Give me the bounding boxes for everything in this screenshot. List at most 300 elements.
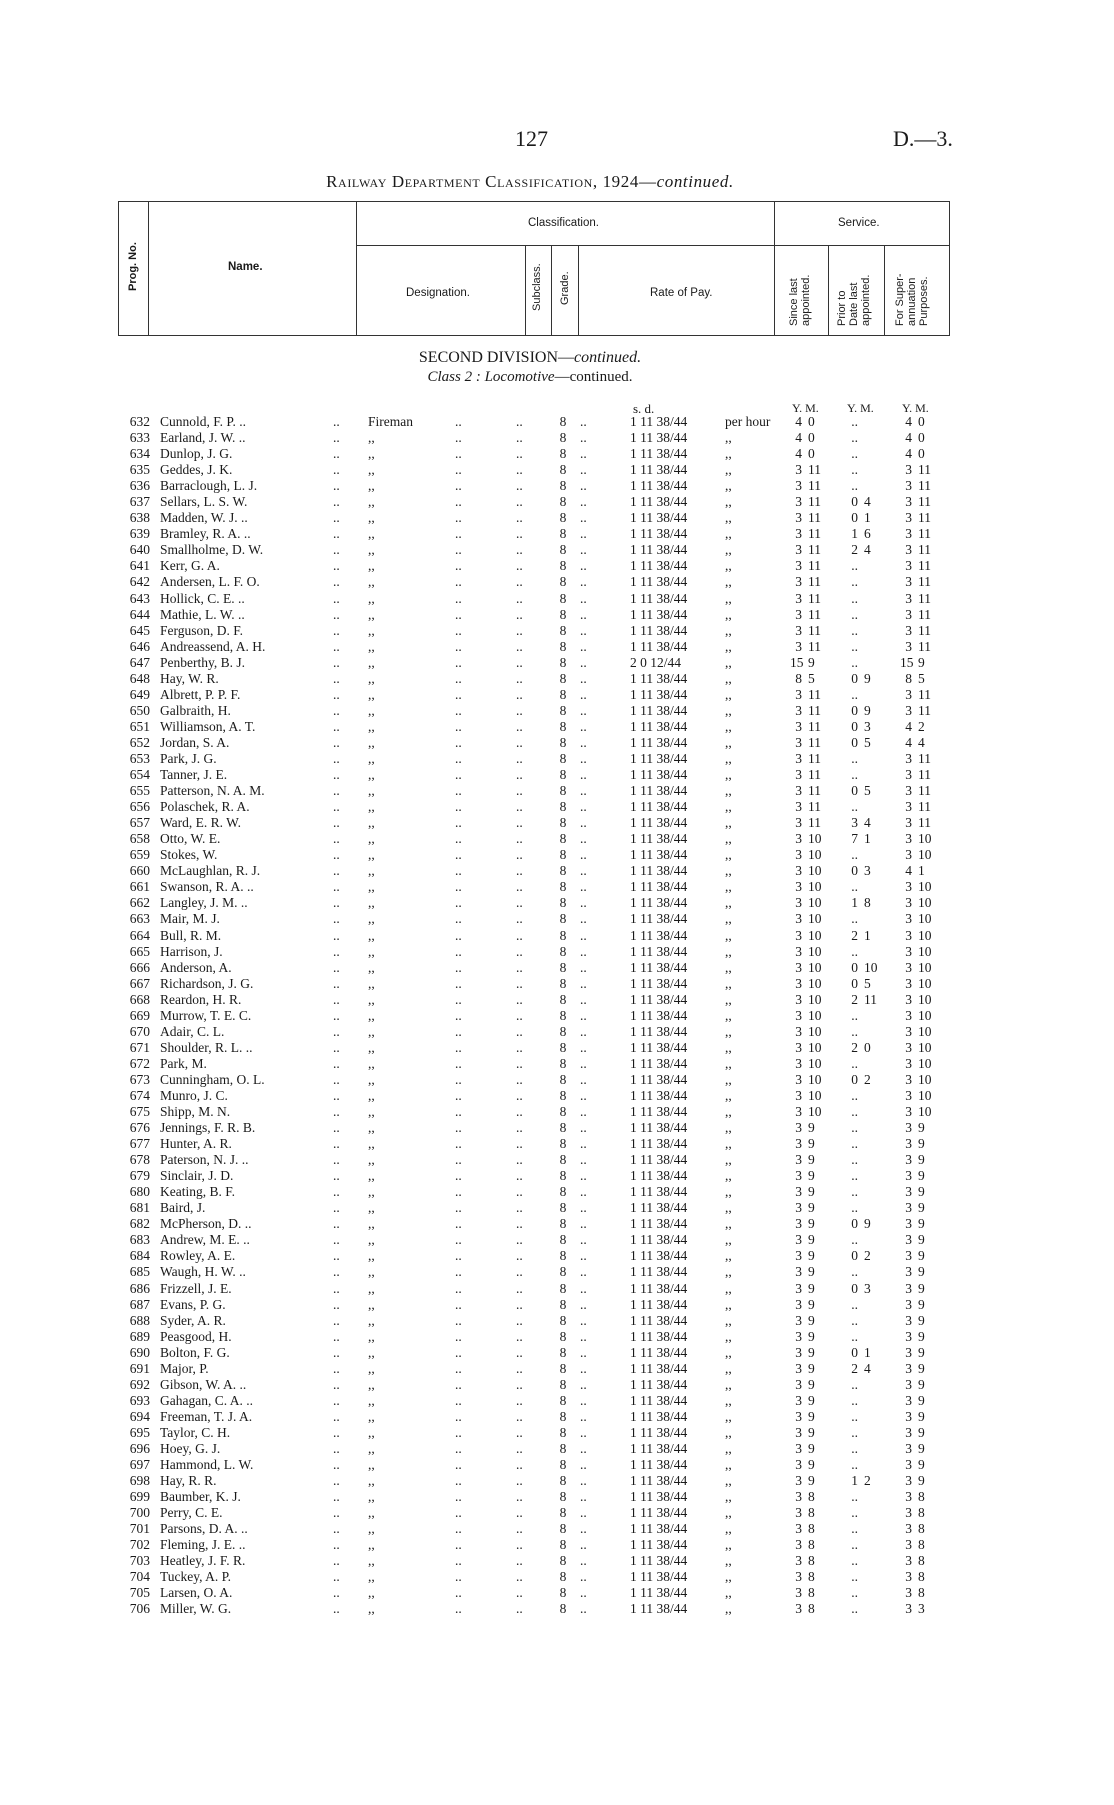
super-years: 3 [905, 1296, 912, 1312]
subclass: 8 [559, 847, 567, 863]
pay-period: ,, [725, 1601, 732, 1617]
leader-dots: .. [580, 542, 587, 558]
super-months: 9 [918, 1344, 925, 1360]
since-line2: appointed. [800, 274, 812, 326]
subclass: 8 [559, 638, 567, 654]
super-years: 3 [905, 799, 912, 815]
leader-dots: .. [516, 959, 523, 975]
table-row [0, 655, 1114, 671]
employee-name: Fleming, J. E. .. [160, 1537, 246, 1553]
prior-years: .. [851, 462, 858, 478]
rate-of-pay: 1 11 38/44 [630, 414, 688, 429]
leader-dots: .. [333, 670, 340, 686]
since-years: 3 [795, 686, 802, 702]
since-years: 3 [795, 574, 802, 590]
leader-dots: .. [333, 654, 340, 670]
leader-dots: .. [580, 686, 587, 702]
employee-name: Keating, B. F. [160, 1184, 236, 1200]
class-continued: —continued. [554, 369, 633, 385]
employee-name: McPherson, D. .. [160, 1216, 252, 1232]
employee-name: Kerr, G. A. [160, 558, 220, 574]
since-months: 10 [808, 1023, 822, 1039]
super-years: 3 [905, 1505, 912, 1521]
prior-years: .. [851, 1585, 858, 1601]
leader-dots: .. [455, 1200, 462, 1216]
leader-dots: .. [580, 606, 587, 622]
super-months: 8 [918, 1569, 925, 1585]
leader-dots: .. [580, 1328, 587, 1344]
table-row [0, 1216, 1114, 1232]
leader-dots: .. [580, 558, 587, 574]
subclass: 8 [559, 831, 567, 847]
leader-dots: .. [516, 494, 523, 510]
leader-dots: .. [516, 606, 523, 622]
rate-of-pay: 1 11 38/44 [630, 494, 688, 510]
table-row [0, 1104, 1114, 1120]
prog-number: 650 [129, 702, 150, 718]
prior-years: .. [851, 1104, 858, 1120]
subclass: 8 [559, 1376, 567, 1392]
designation: ,, [368, 638, 375, 654]
leader-dots: .. [580, 895, 587, 911]
prog-number: 681 [129, 1200, 150, 1216]
prior-months: 6 [864, 526, 871, 542]
leader-dots: .. [455, 622, 462, 638]
leader-dots: .. [333, 718, 340, 734]
leader-dots: .. [455, 1168, 462, 1184]
employee-name: Frizzell, J. E. [160, 1280, 232, 1296]
prior-years: 0 [851, 670, 858, 686]
leader-dots: .. [516, 783, 523, 799]
subclass: 8 [559, 462, 567, 478]
designation: ,, [368, 783, 375, 799]
super-years: 3 [905, 831, 912, 847]
pay-period: ,, [725, 927, 732, 943]
super-months: 9 [918, 1360, 925, 1376]
prior-months: 9 [864, 670, 871, 686]
subclass: 8 [559, 510, 567, 526]
prior-months: 2 [864, 1473, 871, 1489]
pay-period: ,, [725, 1023, 732, 1039]
super-months: 10 [918, 1104, 932, 1120]
since-months: 8 [808, 1601, 815, 1617]
since-months: 10 [808, 991, 822, 1007]
leader-dots: .. [580, 927, 587, 943]
designation: ,, [368, 1489, 375, 1505]
since-months: 9 [808, 1408, 815, 1424]
leader-dots: .. [516, 1071, 523, 1087]
since-months: 8 [808, 1569, 815, 1585]
leader-dots: .. [333, 1104, 340, 1120]
super-months: 11 [918, 558, 931, 574]
super-years: 3 [905, 1392, 912, 1408]
prog-number: 696 [129, 1441, 150, 1456]
since-years: 3 [795, 1489, 802, 1505]
leader-dots: .. [455, 879, 462, 895]
since-years: 3 [795, 1441, 802, 1456]
leader-dots: .. [333, 1232, 340, 1248]
subclass: 8 [559, 494, 567, 510]
prog-number: 657 [129, 815, 150, 831]
super-months: 4 [918, 734, 925, 750]
subclass: 8 [559, 1248, 567, 1264]
prog-number: 689 [129, 1328, 150, 1344]
employee-name: Jordan, S. A. [160, 734, 230, 750]
super-years: 3 [905, 1553, 912, 1569]
designation: ,, [368, 847, 375, 863]
super-years: 3 [905, 1039, 912, 1055]
leader-dots: .. [580, 1200, 587, 1216]
since-months: 9 [808, 1441, 815, 1456]
leader-dots: .. [333, 702, 340, 718]
prior-years: .. [851, 1521, 858, 1537]
rate-of-pay: 1 11 38/44 [630, 1505, 688, 1521]
super-years: 3 [905, 1569, 912, 1585]
prog-number: 633 [129, 430, 150, 446]
leader-dots: .. [580, 1248, 587, 1264]
leader-dots: .. [333, 1537, 340, 1553]
prog-number: 639 [129, 526, 150, 542]
super-months: 5 [918, 670, 925, 686]
since-last-appointed-header [788, 275, 812, 326]
table-row [0, 1569, 1114, 1585]
super-years: 3 [905, 1023, 912, 1039]
designation: ,, [368, 895, 375, 911]
rate-of-pay: 1 11 38/44 [630, 606, 688, 622]
rate-of-pay: 1 11 38/44 [630, 638, 688, 654]
super-years: 3 [905, 943, 912, 959]
prior-months: 9 [864, 702, 871, 718]
since-months: 9 [808, 1280, 815, 1296]
pay-period: ,, [725, 991, 732, 1007]
super-years: 3 [905, 911, 912, 927]
leader-dots: .. [455, 1184, 462, 1200]
leader-dots: .. [333, 1087, 340, 1103]
leader-dots: .. [455, 750, 462, 766]
table-row [0, 1361, 1114, 1377]
rate-of-pay: 1 11 38/44 [630, 1569, 688, 1585]
super-years: 3 [905, 1232, 912, 1248]
employee-name: Harrison, J. [160, 943, 223, 959]
leader-dots: .. [516, 1408, 523, 1424]
prior-years: .. [851, 686, 858, 702]
leader-dots: .. [516, 911, 523, 927]
leader-dots: .. [333, 1344, 340, 1360]
pay-period: ,, [725, 558, 732, 574]
super-years: 3 [905, 622, 912, 638]
designation: ,, [368, 1136, 375, 1152]
prior-months: 2 [864, 1248, 871, 1264]
prog-number: 693 [129, 1392, 150, 1408]
since-years: 3 [795, 1312, 802, 1328]
employee-name: Sinclair, J. D. [160, 1168, 234, 1184]
leader-dots: .. [516, 430, 523, 446]
employee-name: Hunter, A. R. [160, 1136, 232, 1152]
designation: ,, [368, 1232, 375, 1248]
rate-of-pay: 1 11 38/44 [630, 863, 688, 879]
employee-name: Dunlop, J. G. [160, 446, 233, 462]
rate-of-pay: 1 11 38/44 [630, 927, 688, 943]
table-row [0, 1168, 1114, 1184]
subclass: 8 [559, 1392, 567, 1408]
employee-name: Baird, J. [160, 1200, 206, 1216]
since-months: 5 [808, 670, 815, 686]
leader-dots: .. [580, 1424, 587, 1440]
since-years: 3 [795, 831, 802, 847]
employee-name: Waugh, H. W. .. [160, 1264, 246, 1280]
leader-dots: .. [333, 863, 340, 879]
leader-dots: .. [455, 462, 462, 478]
leader-dots: .. [580, 1537, 587, 1553]
employee-name: Heatley, J. F. R. [160, 1553, 246, 1569]
super-years: 4 [905, 863, 912, 879]
super-months: 9 [918, 1184, 925, 1200]
prior-years: .. [851, 1489, 858, 1505]
pay-period: ,, [725, 622, 732, 638]
leader-dots: .. [333, 1296, 340, 1312]
super-years: 3 [905, 1537, 912, 1553]
prior-to-date-header [836, 275, 872, 326]
since-months: 8 [808, 1489, 815, 1505]
super-years: 3 [905, 1104, 912, 1120]
table-row [0, 510, 1114, 526]
leader-dots: .. [333, 574, 340, 590]
super-years: 3 [905, 991, 912, 1007]
table-row [0, 1537, 1114, 1553]
super-months: 11 [918, 750, 931, 766]
employee-name: Murrow, T. E. C. [160, 1007, 252, 1023]
rate-of-pay: 1 11 38/44 [630, 1585, 688, 1601]
employee-name: Richardson, J. G. [160, 975, 254, 991]
unit-shillings-pence: s. d. [633, 401, 655, 416]
super-years: 4 [905, 414, 912, 429]
since-years: 3 [795, 1039, 802, 1055]
employee-name: Barraclough, L. J. [160, 478, 258, 494]
leader-dots: .. [580, 1007, 587, 1023]
subclass: 8 [559, 863, 567, 879]
prior-months: 4 [864, 815, 871, 831]
prog-number: 664 [129, 927, 150, 943]
prior-years: .. [851, 1087, 858, 1103]
prior-years: .. [851, 943, 858, 959]
leader-dots: .. [333, 1360, 340, 1376]
leader-dots: .. [455, 542, 462, 558]
since-months: 11 [808, 510, 821, 526]
leader-dots: .. [333, 686, 340, 702]
class-heading [0, 369, 1060, 386]
employee-name: Rowley, A. E. [160, 1248, 236, 1264]
leader-dots: .. [580, 734, 587, 750]
leader-dots: .. [580, 1457, 587, 1473]
leader-dots: .. [516, 1152, 523, 1168]
leader-dots: .. [580, 1553, 587, 1569]
super-years: 3 [905, 1424, 912, 1440]
prog-number: 690 [129, 1344, 150, 1360]
since-months: 10 [808, 831, 822, 847]
prior-years: 2 [851, 1039, 858, 1055]
rate-of-pay: 1 11 38/44 [630, 1553, 688, 1569]
since-years: 4 [795, 446, 802, 462]
employee-name: Otto, W. E. [160, 831, 221, 847]
designation: ,, [368, 943, 375, 959]
since-months: 9 [808, 1376, 815, 1392]
employee-name: Cunnold, F. P. .. [160, 414, 246, 429]
designation: ,, [368, 654, 375, 670]
subclass: 8 [559, 895, 567, 911]
prog-number: 685 [129, 1264, 150, 1280]
since-months: 11 [808, 734, 821, 750]
table-row [0, 1072, 1114, 1088]
super-months: 11 [918, 494, 931, 510]
employee-name: Perry, C. E. [160, 1505, 223, 1521]
pay-period: ,, [725, 1521, 732, 1537]
subclass: 8 [559, 1408, 567, 1424]
leader-dots: .. [516, 1200, 523, 1216]
prior-line3: appointed. [860, 274, 872, 326]
super-months: 9 [918, 1136, 925, 1152]
leader-dots: .. [516, 991, 523, 1007]
designation: ,, [368, 1104, 375, 1120]
leader-dots: .. [455, 895, 462, 911]
prior-years: .. [851, 911, 858, 927]
section-heading [0, 349, 1060, 367]
rate-of-pay: 1 11 38/44 [630, 478, 688, 494]
super-months: 9 [918, 1152, 925, 1168]
super-months: 10 [918, 1039, 932, 1055]
leader-dots: .. [333, 1007, 340, 1023]
designation: ,, [368, 879, 375, 895]
since-months: 9 [808, 1344, 815, 1360]
super-years: 3 [905, 1408, 912, 1424]
prior-years: 0 [851, 510, 858, 526]
designation: ,, [368, 1441, 375, 1456]
table-row [0, 430, 1114, 446]
leader-dots: .. [455, 799, 462, 815]
designation: ,, [368, 1457, 375, 1473]
designation: ,, [368, 1296, 375, 1312]
prior-years: 0 [851, 702, 858, 718]
prog-number: 669 [129, 1007, 150, 1023]
name-header: Name. [228, 261, 263, 273]
since-months: 10 [808, 959, 822, 975]
leader-dots: .. [580, 1232, 587, 1248]
super-months: 9 [918, 1328, 925, 1344]
leader-dots: .. [333, 1168, 340, 1184]
prior-months: 1 [864, 927, 871, 943]
super-years: 3 [905, 686, 912, 702]
prior-years: 3 [851, 815, 858, 831]
subclass: 8 [559, 1055, 567, 1071]
leader-dots: .. [580, 911, 587, 927]
since-months: 9 [808, 1200, 815, 1216]
super-years: 3 [905, 750, 912, 766]
subclass: 8 [559, 911, 567, 927]
rate-of-pay: 1 11 38/44 [630, 799, 688, 815]
prior-years: 0 [851, 494, 858, 510]
since-months: 8 [808, 1521, 815, 1537]
rate-of-pay: 1 11 38/44 [630, 1136, 688, 1152]
since-months: 11 [808, 622, 821, 638]
designation: ,, [368, 1424, 375, 1440]
subclass: 8 [559, 991, 567, 1007]
prior-years: .. [851, 1601, 858, 1617]
leader-dots: .. [455, 1553, 462, 1569]
super-years: 3 [905, 638, 912, 654]
employee-name: Bull, R. M. [160, 927, 222, 943]
leader-dots: .. [580, 494, 587, 510]
prior-years: .. [851, 1441, 858, 1456]
prog-number: 643 [129, 590, 150, 606]
designation: ,, [368, 1216, 375, 1232]
pay-period: ,, [725, 815, 732, 831]
employee-name: Cunningham, O. L. [160, 1071, 265, 1087]
designation: ,, [368, 799, 375, 815]
leader-dots: .. [580, 1505, 587, 1521]
prior-months: 5 [864, 783, 871, 799]
pay-period: ,, [725, 1039, 732, 1055]
leader-dots: .. [455, 670, 462, 686]
super-months: 11 [918, 462, 931, 478]
leader-dots: .. [455, 574, 462, 590]
designation: ,, [368, 686, 375, 702]
prog-number: 634 [129, 446, 150, 462]
rate-of-pay: 1 11 38/44 [630, 1296, 688, 1312]
since-years: 4 [795, 414, 802, 429]
leader-dots: .. [455, 638, 462, 654]
prior-years: .. [851, 1168, 858, 1184]
prior-years: 0 [851, 734, 858, 750]
subclass: 8 [559, 1424, 567, 1440]
classification-header: Classification. [528, 217, 599, 229]
prior-months: 5 [864, 975, 871, 991]
prior-years: .. [851, 799, 858, 815]
super-months: 9 [918, 1312, 925, 1328]
super-years: 3 [905, 1200, 912, 1216]
subclass: 8 [559, 815, 567, 831]
super-months: 9 [918, 1120, 925, 1136]
page-number: 127 [515, 126, 548, 151]
leader-dots: .. [455, 1055, 462, 1071]
since-months: 10 [808, 1087, 822, 1103]
designation: Fireman [368, 414, 413, 429]
employee-name: Williamson, A. T. [160, 718, 256, 734]
since-months: 11 [808, 783, 821, 799]
prior-years: 0 [851, 783, 858, 799]
leader-dots: .. [455, 606, 462, 622]
prior-years: .. [851, 430, 858, 446]
leader-dots: .. [516, 590, 523, 606]
super-months: 0 [918, 430, 925, 446]
since-years: 3 [795, 462, 802, 478]
prior-years: .. [851, 879, 858, 895]
leader-dots: .. [580, 1473, 587, 1489]
leader-dots: .. [333, 1392, 340, 1408]
table-row [0, 847, 1114, 863]
leader-dots: .. [516, 927, 523, 943]
designation: ,, [368, 1585, 375, 1601]
pay-period: ,, [725, 1537, 732, 1553]
super-months: 9 [918, 1296, 925, 1312]
table-row [0, 1024, 1114, 1040]
pay-period: ,, [725, 686, 732, 702]
table-row [0, 1553, 1114, 1569]
super-years: 3 [905, 1312, 912, 1328]
leader-dots: .. [333, 1184, 340, 1200]
employee-name: Hay, W. R. [160, 670, 219, 686]
prior-years: .. [851, 654, 858, 670]
leader-dots: .. [333, 542, 340, 558]
subclass: 8 [559, 1200, 567, 1216]
